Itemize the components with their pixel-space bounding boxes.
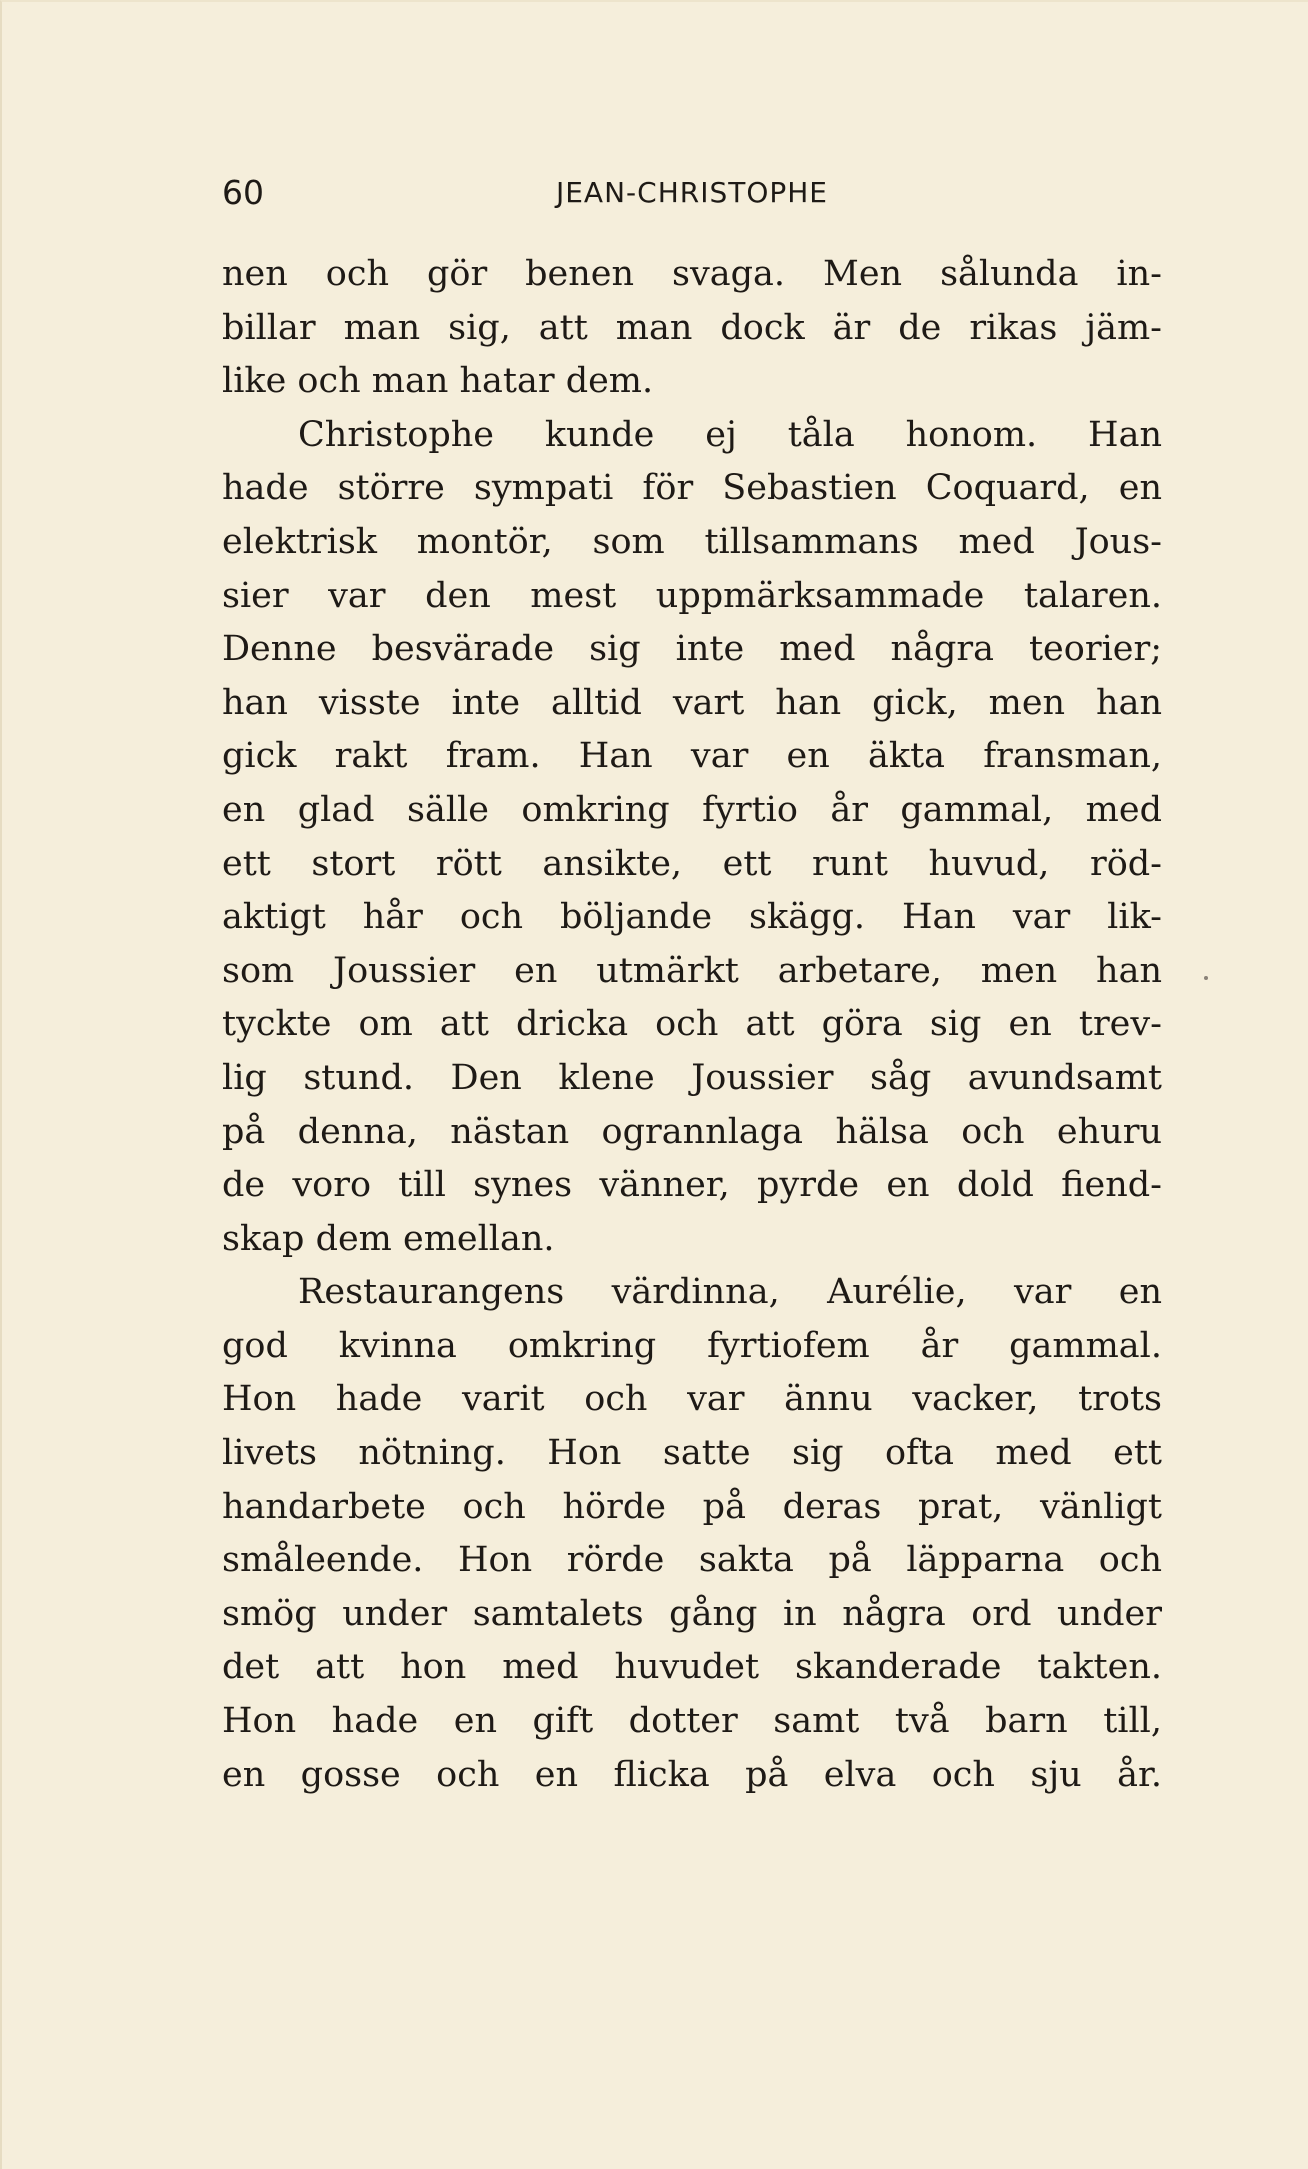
text-line: gick rakt fram. Han var en äkta fransman, xyxy=(222,736,1162,777)
text-line: smög under samtalets gång in några ord under xyxy=(222,1593,1162,1634)
text-line: elektrisk montör, som tillsammans med Jous- xyxy=(222,521,1162,562)
text-line: like och man hatar dem. xyxy=(222,361,654,402)
text-line: ett stort rött ansikte, ett runt huvud, röd- xyxy=(222,843,1162,884)
text-line: billar man sig, att man dock är de rikas jäm- xyxy=(222,307,1162,348)
page-header xyxy=(222,168,1162,218)
text-line: på denna, nästan ogrannlaga hälsa och ehuru xyxy=(222,1111,1162,1152)
text-line: Christophe kunde ej tåla honom. Han xyxy=(298,414,1162,455)
body-text xyxy=(222,248,1162,1802)
text-line: Denne besvärade sig inte med några teorier; xyxy=(222,629,1162,670)
text-line: handarbete och hörde på deras prat, vänligt xyxy=(222,1486,1162,1527)
text-line: hade större sympati för Sebastien Coquard, en xyxy=(222,468,1162,509)
text-line: Hon hade en gift dotter samt två barn till, xyxy=(222,1701,1162,1742)
text-line: aktigt hår och böljande skägg. Han var lik- xyxy=(222,897,1162,938)
text-line: de voro till synes vänner, pyrde en dold fiend- xyxy=(222,1165,1162,1206)
running-head: JEAN-CHRISTOPHE xyxy=(555,176,829,209)
text-line: som Joussier en utmärkt arbetare, men han xyxy=(222,950,1162,991)
text-line: sier var den mest uppmärksammade talaren. xyxy=(222,575,1162,616)
text-line: god kvinna omkring fyrtiofem år gammal. xyxy=(222,1325,1162,1366)
margin-speck xyxy=(1204,976,1208,980)
text-line: Hon hade varit och var ännu vacker, trots xyxy=(222,1379,1162,1420)
text-line: han visste inte alltid vart han gick, men han xyxy=(222,682,1162,723)
text-line: en glad sälle omkring fyrtio år gammal, med xyxy=(222,789,1162,830)
text-line: tyckte om att dricka och att göra sig en trev- xyxy=(222,1004,1162,1045)
text-line: lig stund. Den klene Joussier såg avundsamt xyxy=(222,1057,1162,1098)
text-line: nen och gör benen svaga. Men sålunda in- xyxy=(222,254,1162,294)
text-line: en gosse och en flicka på elva och sju år. xyxy=(222,1754,1162,1795)
page-number: 60 xyxy=(222,173,264,212)
text-line: Restaurangens värdinna, Aurélie, var en xyxy=(298,1272,1162,1313)
text-line: skap dem emellan. xyxy=(222,1218,555,1259)
text-line: det att hon med huvudet skanderade takten. xyxy=(222,1647,1162,1688)
text-line: småleende. Hon rörde sakta på läpparna och xyxy=(222,1540,1162,1581)
text-line: livets nötning. Hon satte sig ofta med ett xyxy=(222,1433,1162,1474)
